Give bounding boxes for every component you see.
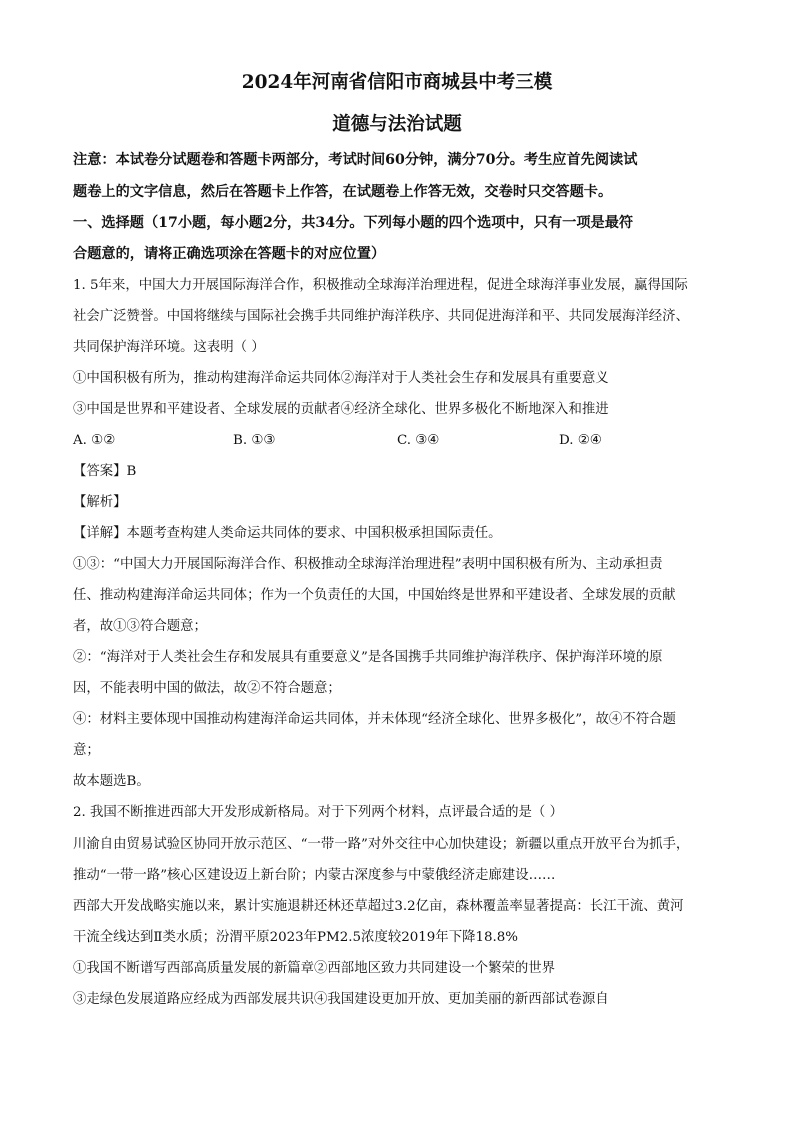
q1-option-d: D. ②④ xyxy=(559,433,602,448)
q1-explanation-line-1: ①③：“中国大力开展国际海洋合作、积极推动全球海洋治理进程”表明中国积极有所为、主动承担责 xyxy=(73,557,663,572)
q1-statements-line-2: ③中国是世界和平建设者、全球发展的贡献者④经济全球化、世界多极化不断地深入和推进 xyxy=(73,402,609,417)
q1-stem-line-1: 1. 5年来，中国大力开展国际海洋合作，积极推动全球海洋治理进程，促进全球海洋事业发展，赢得国际 xyxy=(73,278,688,293)
section-heading-line-1: 一、选择题（17小题，每小题2分，共34分。下列每小题的四个选项中，只有一项是最符 xyxy=(73,215,634,231)
notice-line-2: 题卷上的文字信息，然后在答题卡上作答，在试题卷上作答无效，交卷时只交答题卡。 xyxy=(73,184,613,200)
q1-option-c: C. ③④ xyxy=(397,433,440,448)
q1-options xyxy=(73,431,721,451)
q1-answer: 【答案】B xyxy=(73,464,137,479)
q1-detail: 【详解】本题考查构建人类命运共同体的要求、中国积极承担国际责任。 xyxy=(73,526,502,541)
q2-statements-line-2: ③走绿色发展道路应经成为西部发展共识④我国建设更加开放、更加美丽的新西部试卷源自 xyxy=(73,992,609,1007)
document-subtitle: 道德与法治试题 xyxy=(332,114,462,135)
q1-explanation-line-7: 意； xyxy=(73,743,100,758)
q1-analysis-label: 【解析】 xyxy=(73,495,127,510)
q2-material-2-line-2: 干流全线达到Ⅱ类水质；汾渭平原2023年PM2.5浓度较2019年下降18.8% xyxy=(73,930,519,945)
q2-material-1-line-2: 推动“一带一路”核心区建设迈上新台阶；内蒙古深度参与中蒙俄经济走廊建设…… xyxy=(73,868,556,883)
q2-stem: 2. 我国不断推进西部大开发形成新格局。对于下列两个材料，点评最合适的是（ ） xyxy=(73,805,563,820)
q1-stem-line-2: 社会广泛赞誉。中国将继续与国际社会携手共同维护海洋秩序、共同促进海洋和平、共同发展海洋经济、 xyxy=(73,309,689,324)
q1-conclusion: 故本题选B。 xyxy=(73,774,150,789)
q1-explanation-line-3: 者，故①③符合题意； xyxy=(73,619,207,634)
section-heading-line-2: 合题意的，请将正确选项涂在答题卡的对应位置） xyxy=(73,246,386,262)
q1-statements-line-1: ①中国积极有所为，推动构建海洋命运共同体②海洋对于人类社会生存和发展具有重要意义 xyxy=(73,371,609,386)
notice-line-1: 注意：本试卷分试题卷和答题卡两部分，考试时间60分钟，满分70分。考生应首先阅读试 xyxy=(73,152,638,168)
q1-explanation-line-5: 因，不能表明中国的做法，故②不符合题意； xyxy=(73,681,341,696)
q2-statements-line-1: ①我国不断谱写西部高质量发展的新篇章②西部地区致力共同建设一个繁荣的世界 xyxy=(73,961,556,976)
q1-explanation-line-6: ④：材料主要体现中国推动构建海洋命运共同体，并未体现“经济全球化、世界多极化”，故④不符合题 xyxy=(73,712,676,727)
q2-material-2-line-1: 西部大开发战略实施以来，累计实施退耕还林还草超过3.2亿亩，森林覆盖率显著提高：长江干流、黄河 xyxy=(73,899,684,914)
document-title: 2024年河南省信阳市商城县中考三模 xyxy=(241,72,553,93)
q1-option-b: B. ①③ xyxy=(233,433,276,448)
q2-material-1-line-1: 川渝自由贸易试验区协同开放示范区、“一带一路”对外交往中心加快建设；新疆以重点开放平台为抓手， xyxy=(73,837,690,852)
q1-stem-line-3: 共同保护海洋环境。这表明（ ） xyxy=(73,340,265,355)
q1-explanation-line-2: 任、推动构建海洋命运共同体；作为一个负责任的大国，中国始终是世界和平建设者、全球发展的贡献 xyxy=(73,588,676,603)
q1-option-a: A. ①② xyxy=(73,433,116,448)
q1-explanation-line-4: ②：“海洋对于人类社会生存和发展具有重要意义”是各国携手共同维护海洋秩序、保护海洋环境的原 xyxy=(73,650,663,665)
